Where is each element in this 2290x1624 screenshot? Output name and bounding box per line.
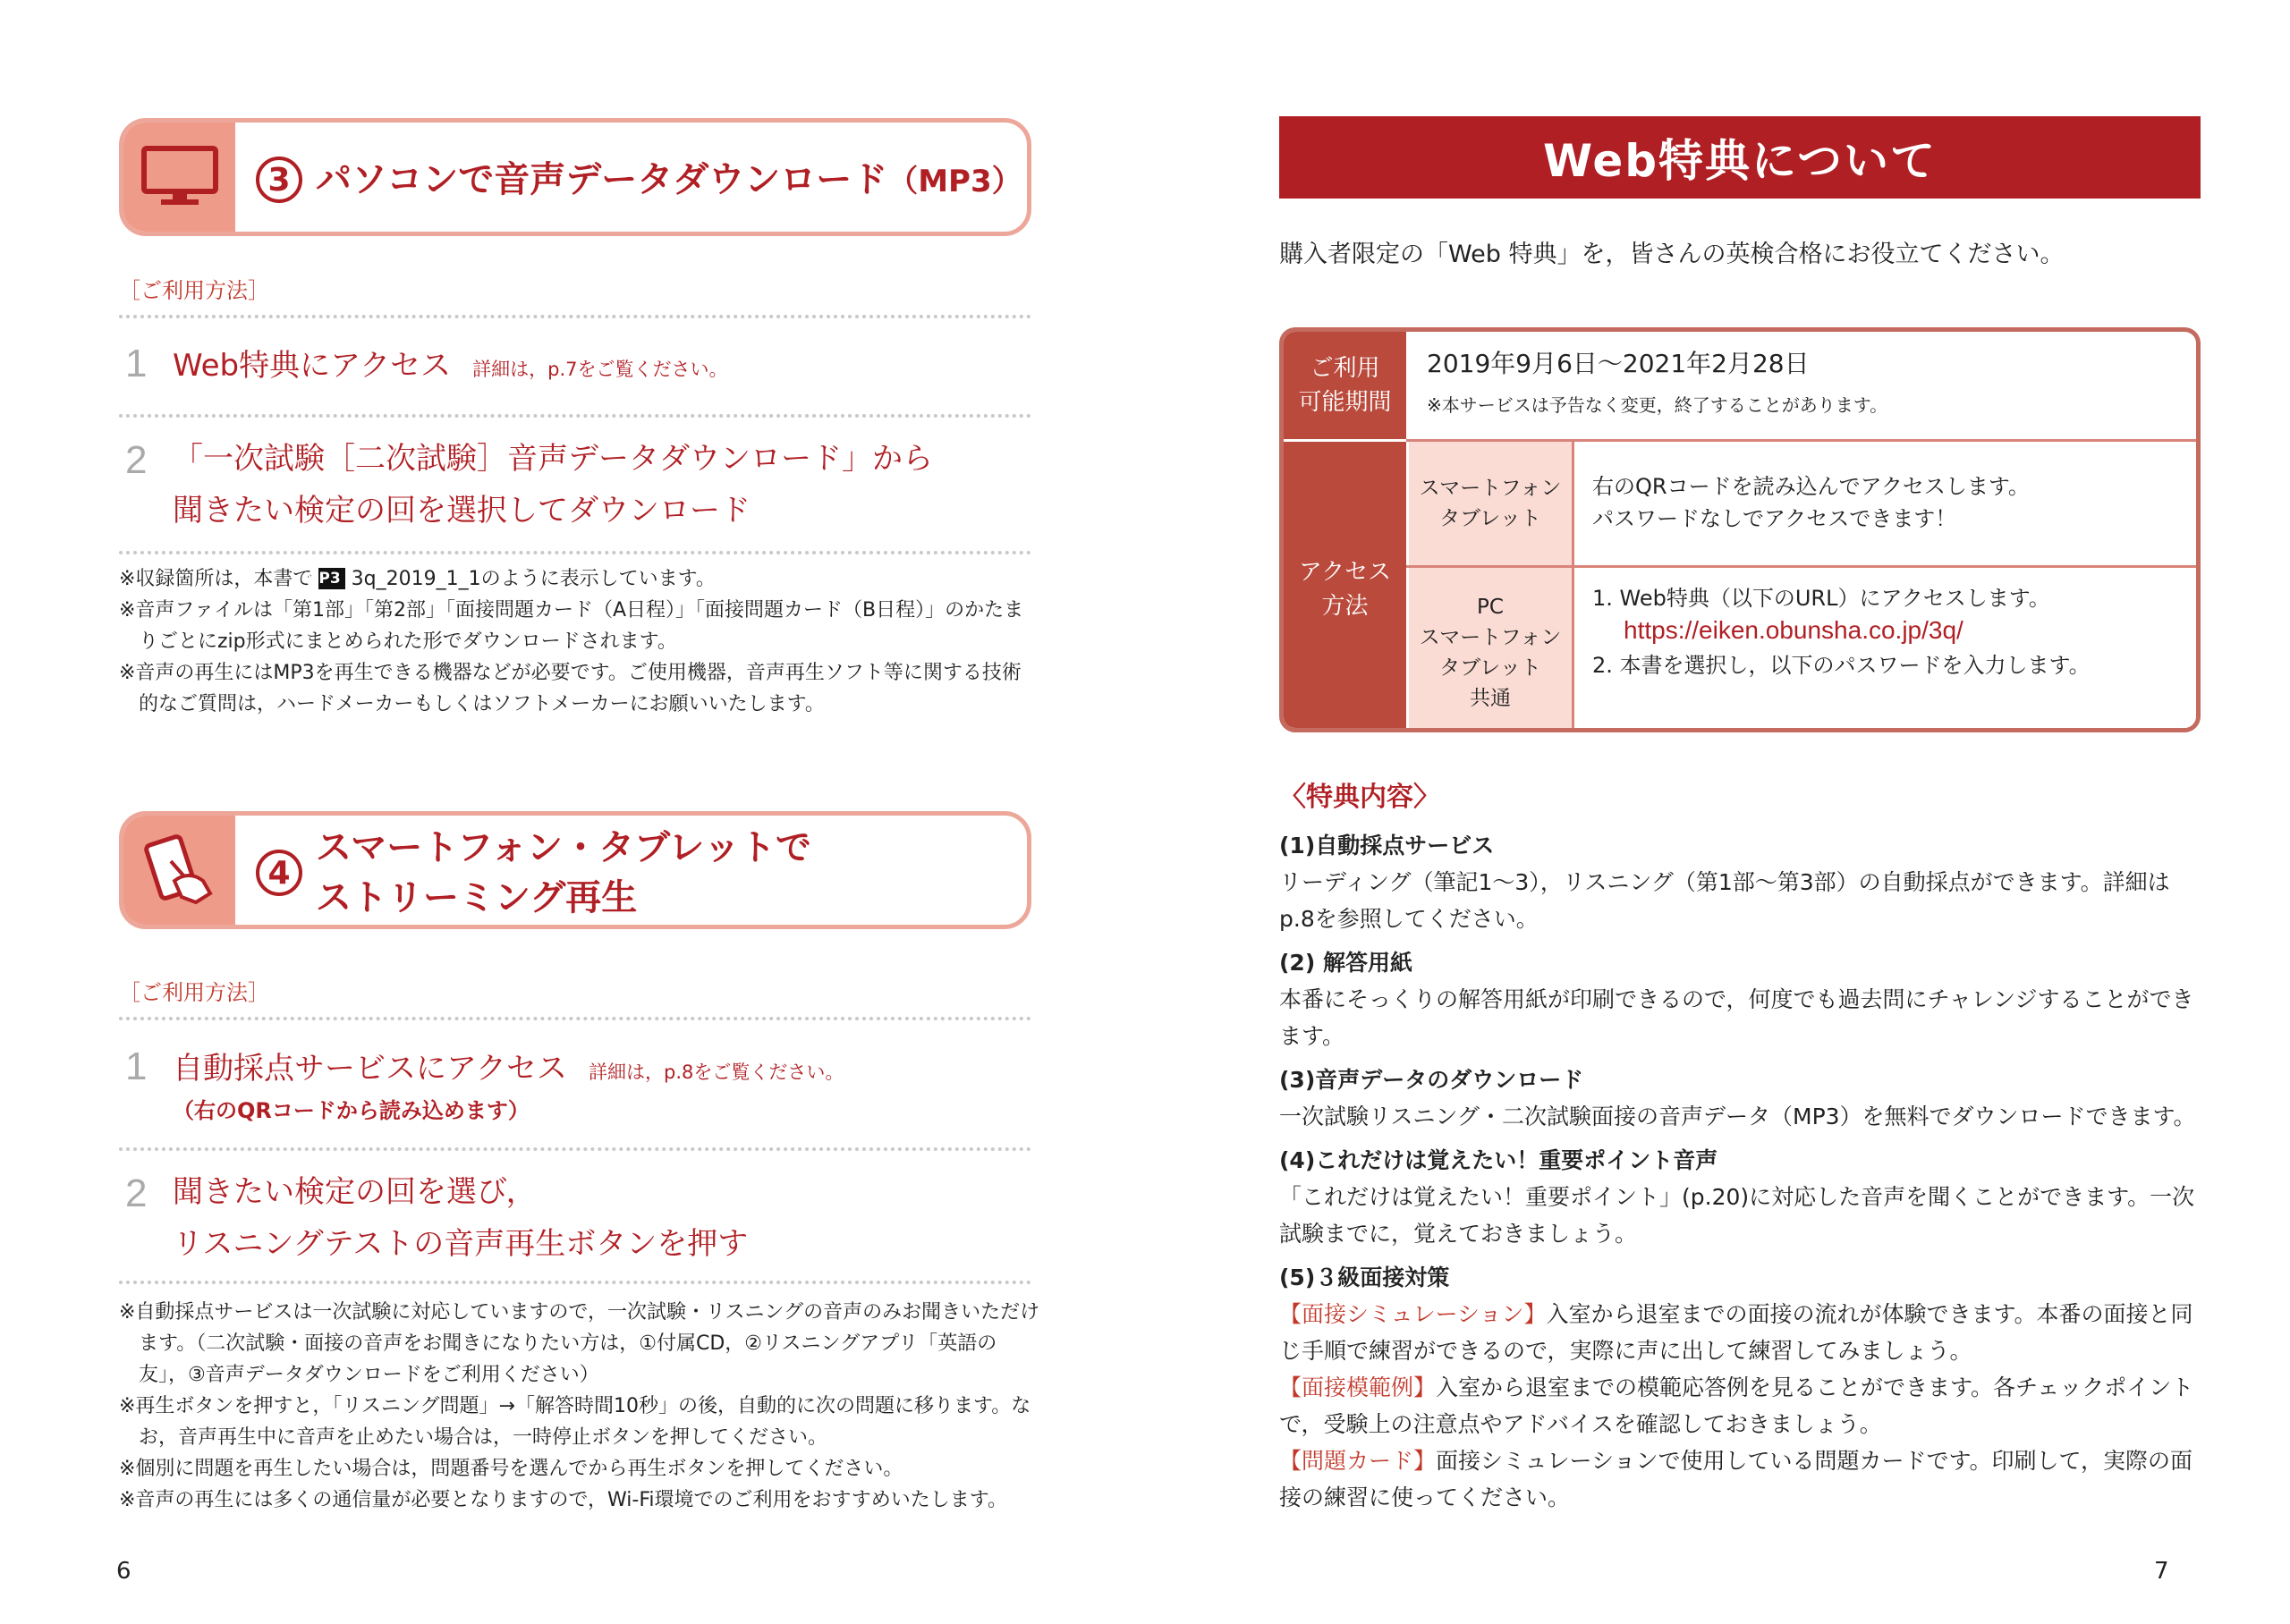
note-item: ※音声ファイルは「第1部」「第2部」「面接問題カード（A日程）」「面接問題カード（B日程）」のかたまりごとにzip形式にまとめられた形でダウンロードされます。 [119, 599, 1024, 653]
page-number-left: 6 [116, 1558, 131, 1585]
section4-step1-sub: （右のQRコードから読み込めます） [173, 1098, 530, 1123]
divider [119, 1281, 1031, 1284]
table-rule [1572, 442, 1574, 732]
section3-step2: 「一次試験［二次試験］音声データダウンロード」から 聞きたい検定の回を選択してダウンロード [173, 441, 933, 529]
divider [119, 1017, 1031, 1020]
section3-usage-label: ［ご利用方法］ [119, 278, 269, 303]
item-body: 【面接模範例】入室から退室までの模範応答例を見ることができます。各チェックポイントで，受験上の注意点やアドバイスを確認しておきましょう。 [1279, 1374, 2194, 1437]
device-pc-common: PC スマートフォン タブレット 共通 [1409, 568, 1572, 732]
mp3-tag: MP3 [318, 568, 344, 589]
section3-step2-number: 2 [125, 438, 148, 482]
item-heading: (5)３級面接対策 [1279, 1265, 1450, 1290]
section4-banner [119, 811, 1031, 929]
computer-monitor-icon [141, 146, 218, 208]
item-body: リーディング（筆記1〜3），リスニング（第1部〜第3部）の自動採点ができます。詳細はp.8を参照してください。 [1279, 869, 2170, 932]
item-heading: (3)音声データのダウンロード [1279, 1067, 1584, 1093]
section4-step2-number: 2 [125, 1171, 148, 1215]
row1-text: 右のQRコードを読み込んでアクセスします。 パスワードなしでアクセスできます！ [1592, 474, 2030, 531]
item-heading: (2) 解答用紙 [1279, 950, 1412, 976]
info-table [1279, 327, 2201, 732]
section3-notes [119, 563, 1040, 720]
section4-step2: 聞きたい検定の回を選び， リスニングテストの音声再生ボタンを押す [173, 1174, 749, 1262]
section4-icon-box [123, 816, 235, 925]
note-item: ※自動採点サービスは一次試験に対応していますので，一次試験・リスニングの音声のみお聞きいただけます。（二次試験・面接の音声をお聞きになりたい方は，①付属CD，②リスニングアプリ「英語の友」，③音声データダウンロードをご利用ください） [119, 1301, 1040, 1386]
section3-title: パソコンで音声データダウンロード（MP3） [316, 159, 1022, 200]
item-heading: (4)これだけは覚えたい！重要ポイント音声 [1279, 1147, 1718, 1173]
web-bonus-url[interactable]: https://eiken.obunsha.co.jp/3q/ [1624, 616, 1963, 644]
section4-notes [119, 1297, 1040, 1516]
note-item: ※個別に問題を再生したい場合は，問題番号を選んでから再生ボタンを押してください。 [119, 1458, 903, 1480]
divider [119, 551, 1031, 554]
intro-text: 購入者限定の「Web 特典」を，皆さんの英検合格にお役立てください。 [1279, 241, 2065, 268]
row2-step2: 2. 本書を選択し，以下のパスワードを入力します。 [1592, 653, 2091, 678]
period-label: ご利用 可能期間 [1284, 332, 1406, 439]
section4-number: 4 [256, 850, 302, 896]
note-item: ※再生ボタンを押すと，「リスニング問題」→「解答時間10秒」の後，自動的に次の問題に移ります。なお，音声再生中に音声を止めたい場合は，一時停止ボタンを押してください。 [119, 1395, 1031, 1449]
smartphone-hand-icon [144, 834, 216, 906]
section4-step1-number: 1 [125, 1045, 148, 1088]
divider [119, 414, 1031, 418]
divider [119, 1147, 1031, 1151]
note-item: ※音声の再生には多くの通信量が必要となりますので，Wi-Fi環境でのご利用をおすすめいたします。 [119, 1489, 1007, 1511]
divider [119, 315, 1031, 318]
item-heading: (1)自動採点サービス [1279, 833, 1495, 859]
section4-step1: 自動採点サービスにアクセス 詳細は，p.8をご覧ください。 [173, 1051, 844, 1087]
page-number-right: 7 [2154, 1558, 2169, 1585]
note-item: ※収録箇所は，本書で MP3 3q_2019_1_1のように表示しています。 [119, 568, 716, 590]
page-header: Web特典について [1279, 116, 2201, 199]
item-body: 一次試験リスニング・二次試験面接の音声データ（MP3）を無料でダウンロードできます。 [1279, 1104, 2196, 1129]
device-smartphone-tablet: スマートフォン タブレット [1409, 442, 1572, 565]
bonus-contents [1279, 820, 2205, 1516]
row2-step1: 1. Web特典（以下のURL）にアクセスします。 [1592, 586, 2050, 611]
period-value: 2019年9月6日〜2021年2月28日 [1427, 349, 1810, 378]
item-body: 【問題カード】面接シミュレーションで使用している問題カードです。印刷して，実際の面接の練習に使ってください。 [1279, 1448, 2193, 1510]
section3-icon-box [123, 123, 235, 232]
period-note: ※本サービスは予告なく変更，終了することがあります。 [1427, 394, 1888, 416]
section3-step1-number: 1 [125, 342, 148, 385]
item-body: 「これだけは覚えたい！重要ポイント」(p.20)に対応した音声を聞くことができます。一次試験までに，覚えておきましょう。 [1279, 1184, 2195, 1247]
section3-number: 3 [256, 156, 302, 203]
item-body: 【面接シミュレーション】入室から退室までの面接の流れが体験できます。本番の面接と同じ手順で練習ができるので，実際に声に出して練習してみましょう。 [1279, 1301, 2193, 1364]
section3-step1: Web特典にアクセス 詳細は，p.7をご覧ください。 [173, 348, 728, 384]
contents-title: 〈特典内容〉 [1279, 782, 1440, 813]
right-page [1145, 0, 2290, 1624]
note-item: ※音声の再生にはMP3を再生できる機器などが必要です。ご使用機器，音声再生ソフト等に関する技術的なご質問は，ハードメーカーもしくはソフトメーカーにお願いいたします。 [119, 662, 1022, 715]
section4-usage-label: ［ご利用方法］ [119, 980, 269, 1005]
section4-title: スマートフォン・タブレットで ストリーミング再生 [316, 827, 811, 918]
section3-banner [119, 118, 1031, 236]
item-body: 本番にそっくりの解答用紙が印刷できるので，何度でも過去問にチャレンジすることができます。 [1279, 986, 2194, 1049]
access-label: アクセス 方法 [1284, 442, 1406, 732]
